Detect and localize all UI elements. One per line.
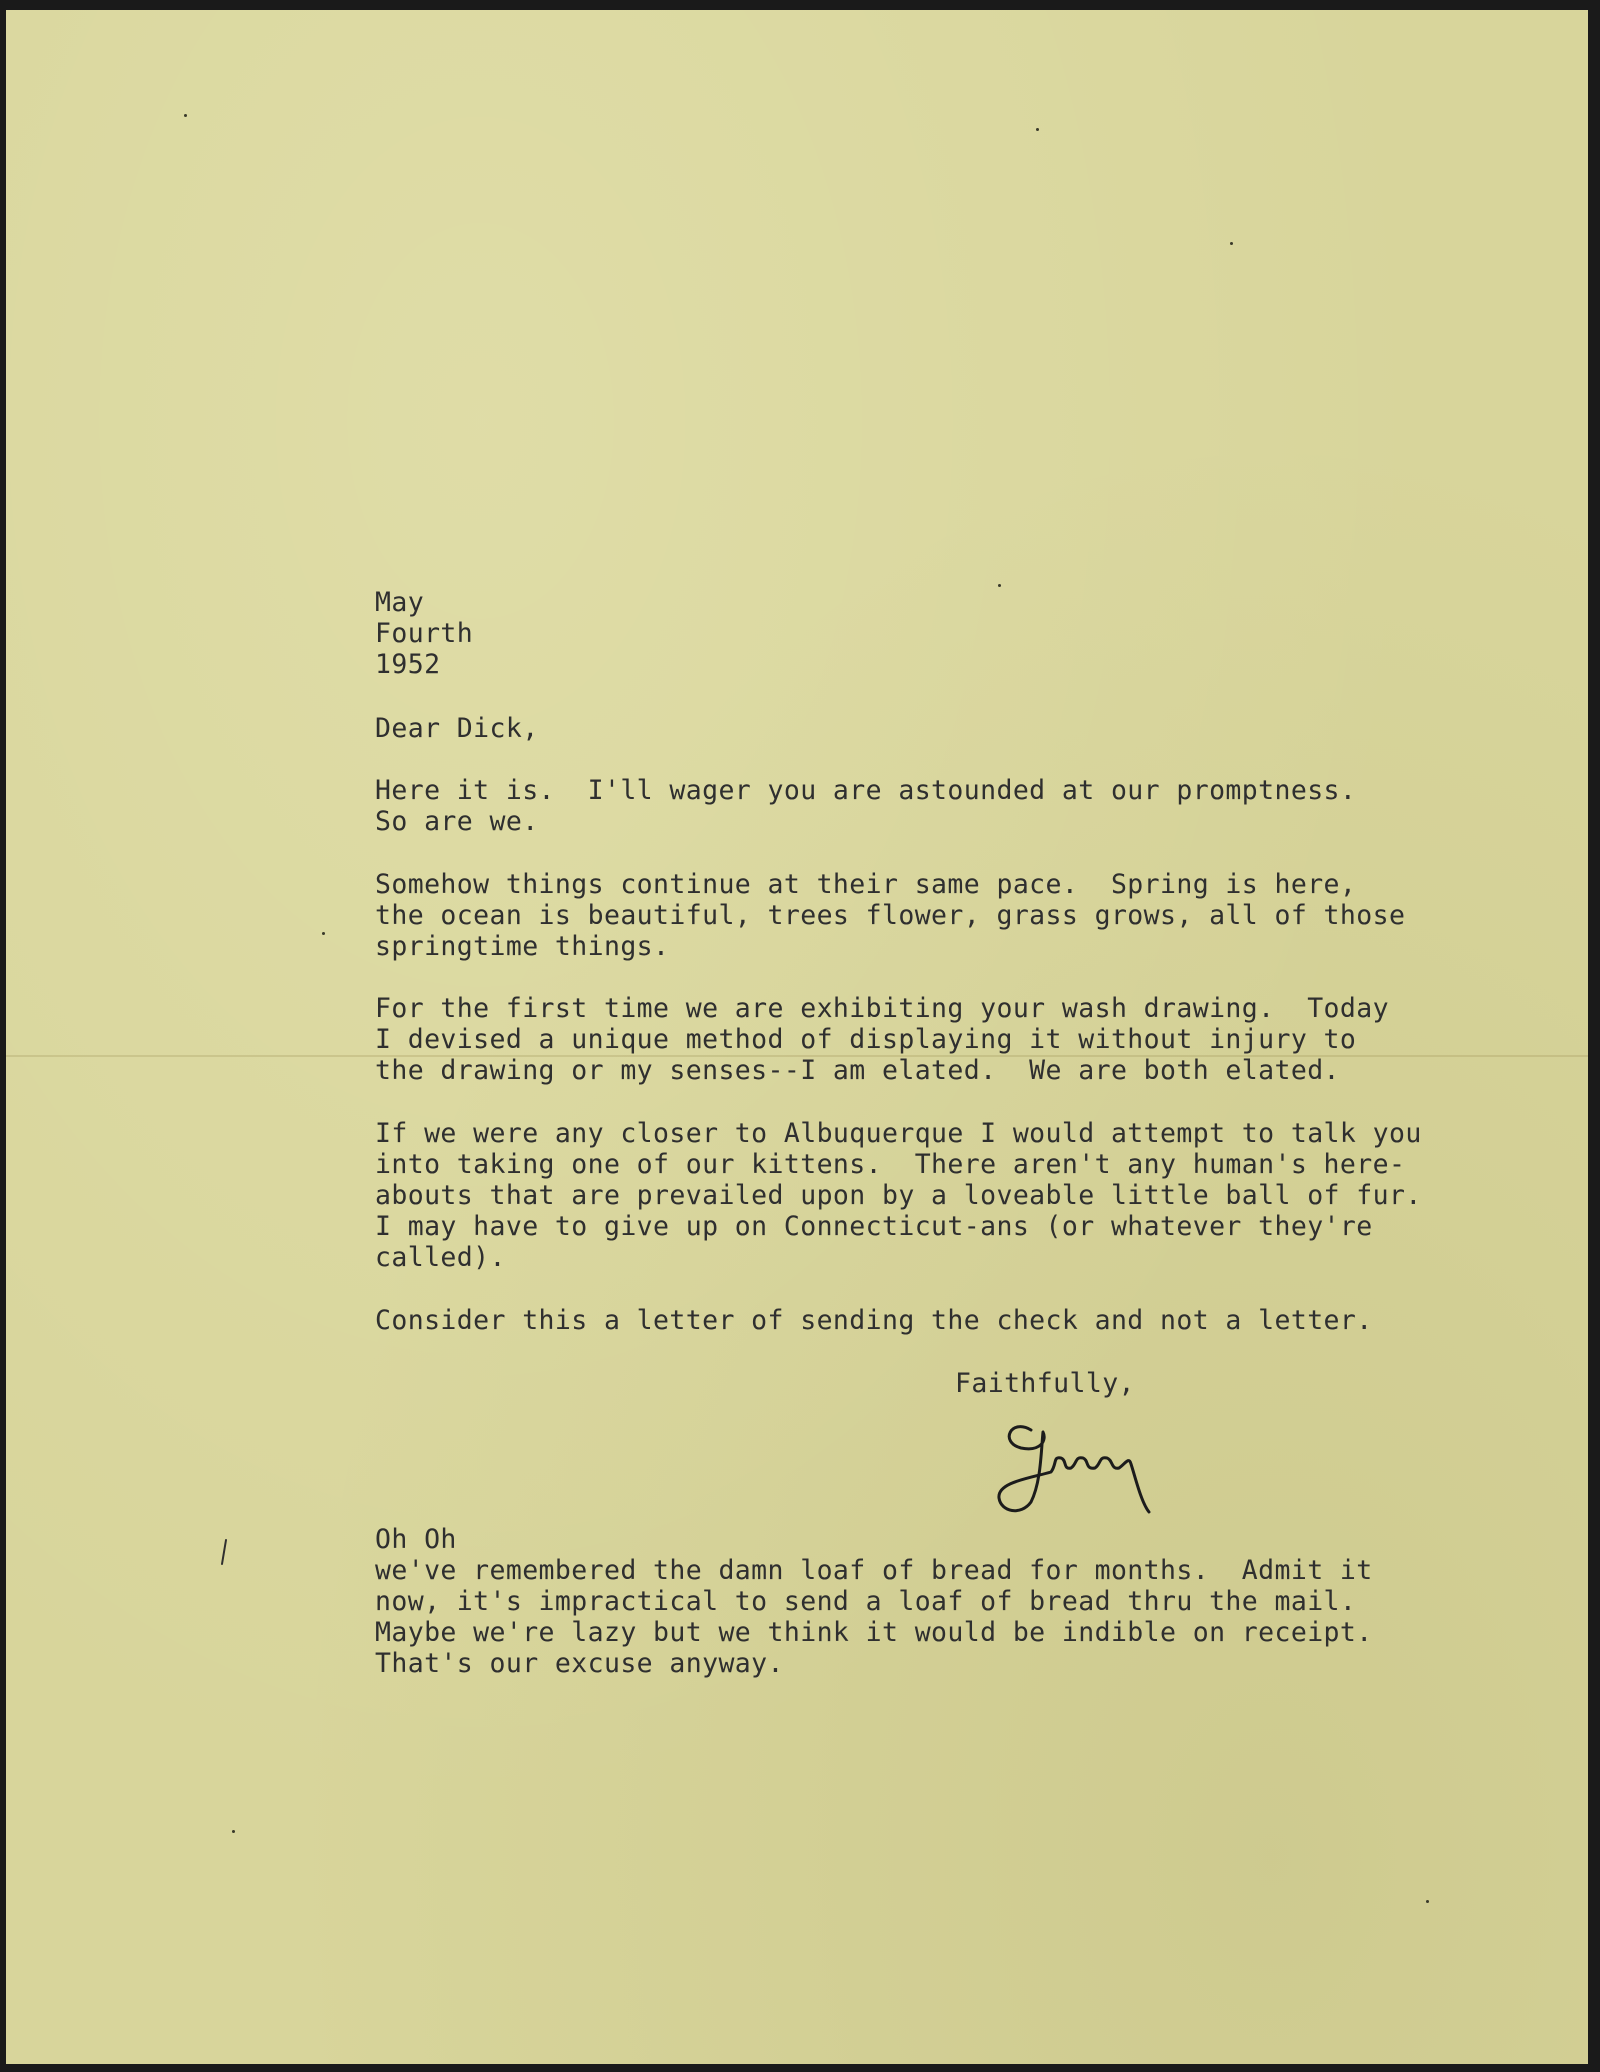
paragraph-4-line-3: abouts that are prevailed upon by a loveable little ball of fur. bbox=[375, 1180, 1422, 1211]
paragraph-2-line-1: Somehow things continue at their same pace. Spring is here, bbox=[375, 869, 1357, 900]
paragraph-3-line-2: I devised a unique method of displaying it without injury to bbox=[375, 1024, 1357, 1055]
date-day: Fourth bbox=[375, 618, 474, 649]
paper-speck bbox=[232, 1830, 235, 1833]
postscript-line-2: we've remembered the damn loaf of bread for months. Admit it bbox=[375, 1555, 1373, 1586]
signature-jerry bbox=[991, 1412, 1191, 1522]
paragraph-4-line-2: into taking one of our kittens. There aren't any human's here- bbox=[375, 1149, 1406, 1180]
paragraph-1-line-2: So are we. bbox=[375, 806, 539, 837]
date-year: 1952 bbox=[375, 649, 441, 680]
paragraph-1-line-1: Here it is. I'll wager you are astounded at our promptness. bbox=[375, 775, 1357, 806]
paragraph-5-line-1: Consider this a letter of sending the check and not a letter. bbox=[375, 1305, 1373, 1336]
postscript-line-5: That's our excuse anyway. bbox=[375, 1648, 784, 1679]
date-month: May bbox=[375, 587, 425, 618]
paragraph-4-line-1: If we were any closer to Albuquerque I would attempt to talk you bbox=[375, 1118, 1422, 1149]
paper-speck bbox=[1036, 128, 1039, 131]
closing: Faithfully, bbox=[955, 1368, 1135, 1399]
paper-speck bbox=[1426, 1900, 1429, 1903]
paper-speck bbox=[322, 932, 325, 935]
pencil-margin-mark bbox=[220, 1538, 228, 1566]
postscript-line-3: now, it's impractical to send a loaf of bread thru the mail. bbox=[375, 1586, 1357, 1617]
paragraph-4-line-4: I may have to give up on Connecticut-ans (or whatever they're bbox=[375, 1211, 1373, 1242]
salutation: Dear Dick, bbox=[375, 713, 539, 744]
paper-speck bbox=[184, 114, 187, 117]
paragraph-2-line-2: the ocean is beautiful, trees flower, grass grows, all of those bbox=[375, 900, 1406, 931]
paragraph-4-line-5: called). bbox=[375, 1242, 506, 1273]
paper-speck bbox=[1230, 242, 1233, 245]
paragraph-2-line-3: springtime things. bbox=[375, 931, 670, 962]
letter-page bbox=[6, 10, 1588, 2064]
paragraph-3-line-3: the drawing or my senses--I am elated. We are both elated. bbox=[375, 1055, 1340, 1086]
paper-speck bbox=[998, 584, 1001, 587]
paragraph-3-line-1: For the first time we are exhibiting your wash drawing. Today bbox=[375, 993, 1389, 1024]
postscript-line-4: Maybe we're lazy but we think it would be indible on receipt. bbox=[375, 1617, 1373, 1648]
postscript-line-1: Oh Oh bbox=[375, 1524, 457, 1555]
